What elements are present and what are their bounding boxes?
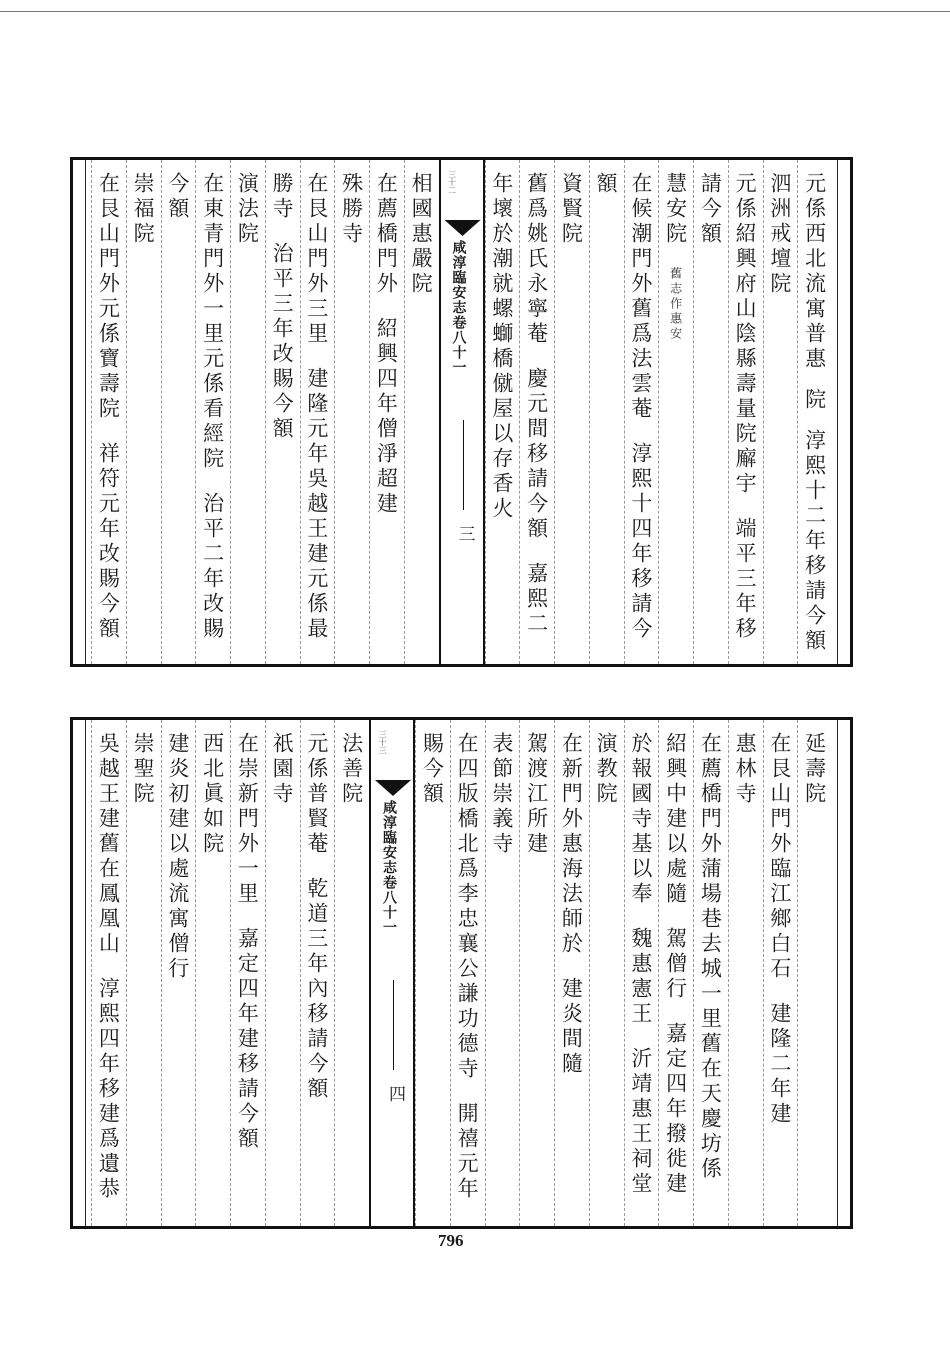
text-segment: 吳越王建舊在鳳凰山 [96,732,121,957]
text-segment: 延壽院 [802,732,827,807]
text-segment: 演法院 [235,172,260,247]
text-segment: 嘉定四年建移請今額 [235,927,260,1152]
page-number: 796 [438,1231,464,1250]
column-separator [589,160,591,664]
text-segment: 在薦橋門外蒲場巷去城一里舊在天慶坊係 [698,732,723,1182]
text-segment: 嘉熙二 [524,562,549,637]
column-separator [230,160,232,664]
text-column [371,172,401,654]
text-segment: 西北眞如院 [200,732,225,857]
text-column [163,172,193,654]
column-separator [728,720,730,1226]
text-segment: 祥符元年改賜今額 [96,442,121,642]
column-separator [554,160,556,664]
text-segment: 在艮山門外元係寶壽院 [96,172,121,422]
column-separator [334,160,336,664]
fold-center-column [369,720,415,1226]
text-segment: 法善院 [339,732,364,807]
column-separator [300,160,302,664]
column-separator [404,160,406,664]
text-segment: 在艮山門外臨江鄉白石 [767,732,792,982]
text-column [626,172,656,654]
text-segment: 在艮山門外三里 [304,172,329,347]
column-separator [763,720,765,1226]
top-rule [0,11,950,12]
text-segment: 演教院 [594,732,619,807]
fold-center-column [439,160,485,664]
bottom-page-panel [70,717,853,1229]
text-segment: 治平三年改賜今額 [270,242,295,442]
text-segment: 乾道三年內移請今額 [304,877,329,1102]
fold-page-number: 三 [454,525,475,542]
fold-title: 咸淳臨安志卷八十一 [450,240,467,375]
text-column [800,732,830,1216]
fold-chevron-icon [445,220,481,236]
text-segment: 在薦橋門外 [374,172,399,297]
column-separator [230,720,232,1226]
text-segment: 建隆元年吳越王建元係最 [304,367,329,642]
text-column [93,732,123,1216]
text-segment: 舊爲姚氏永寧菴 [524,172,549,347]
text-column [487,732,517,1216]
text-segment: 駕僧行 [663,927,688,1002]
text-segment: 建隆二年建 [767,1002,792,1127]
text-segment: 沂靖惠王祠堂 [628,1047,653,1197]
text-column [522,172,552,654]
column-separator [91,720,93,1226]
text-segment: 祇園寺 [270,732,295,807]
text-column [695,732,725,1216]
text-segment: 崇福院 [131,172,156,247]
text-segment: 在東青門外一里元係看經院 [200,172,225,472]
text-segment: 開禧元年 [455,1102,480,1202]
text-segment: 建炎初建以處流寓僧行 [165,732,190,982]
text-column [591,732,621,1216]
text-segment: 在新門外惠海法師於 [559,732,584,957]
column-separator [485,720,487,1226]
column-separator [161,160,163,664]
text-column [765,172,795,654]
fold-chevron-icon [375,780,411,796]
text-segment: 今額 [165,172,190,222]
text-segment: 紹興四年僧淨超建 [374,317,399,517]
text-column [661,172,691,654]
text-segment: 淳熙四年移建爲遺恭 [96,977,121,1202]
text-segment: 表節崇義寺 [489,732,514,857]
column-separator [693,160,695,664]
text-segment: 資賢院 [559,172,584,247]
column-separator [554,720,556,1226]
text-column [232,172,262,654]
fold-line [393,980,394,1070]
column-separator [624,160,626,664]
column-separator [265,720,267,1226]
text-column [522,732,552,1216]
text-segment: 淳熙十二年移請今額 [802,429,827,654]
text-segment: 於報國寺基以奉 [628,732,653,907]
column-separator [797,160,799,664]
inner-border-right [837,720,838,1226]
text-column [128,732,158,1216]
text-segment: 相國惠嚴院 [409,172,434,297]
text-column [406,172,436,654]
text-segment: 殊勝寺 [339,172,364,247]
text-column [661,732,691,1216]
text-column [198,732,228,1216]
text-column [267,172,297,654]
text-segment: 院 [802,388,827,413]
text-segment: 舊志作惠安 [668,267,683,342]
text-column [730,732,760,1216]
text-column [128,172,158,654]
text-column [267,732,297,1216]
text-column [163,732,193,1216]
text-segment: 在崇新門外一里 [235,732,260,907]
text-segment: 慧安院 [663,172,688,247]
text-column [232,732,262,1216]
text-column [302,732,332,1216]
text-segment: 在四版橋北爲李忠襄公謙功德寺 [455,732,480,1082]
column-separator [693,720,695,1226]
text-column [730,172,760,654]
column-separator [728,160,730,664]
fold-mark: 三十三 [378,730,387,754]
text-segment: 賜今額 [420,732,445,807]
text-segment: 泗洲戒壇院 [767,172,792,297]
column-separator [658,160,660,664]
column-separator [195,160,197,664]
text-segment: 崇聖院 [131,732,156,807]
text-segment: 元係普賢菴 [304,732,329,857]
text-column [302,172,332,654]
text-column [626,732,656,1216]
column-separator [624,720,626,1226]
column-separator [450,720,452,1226]
text-segment: 魏惠憲王 [628,927,653,1027]
text-segment: 建炎間隨 [559,977,584,1077]
column-separator [161,720,163,1226]
text-segment: 元係紹興府山陰縣壽量院廨宇 [733,172,758,497]
text-column [337,172,367,654]
text-column [417,732,447,1216]
text-segment: 額 [594,172,619,197]
text-segment: 惠林寺 [733,732,758,807]
column-separator [91,160,93,664]
text-segment: 元係西北流寓普惠 [802,172,827,372]
text-segment: 勝寺 [270,172,295,222]
column-separator [126,720,128,1226]
column-separator [763,160,765,664]
text-column [556,172,586,654]
column-separator [797,720,799,1226]
inner-border-right [837,160,838,664]
text-segment: 年壞於潮就螺螄橋僦屋以存香火 [489,172,514,522]
text-segment: 端平三年移 [733,517,758,642]
text-segment: 慶元間移請今額 [524,367,549,542]
column-separator [589,720,591,1226]
text-segment: 駕渡江所建 [524,732,549,857]
text-segment: 治平二年改賜 [200,492,225,642]
inner-border-left [85,160,86,664]
text-column [337,732,367,1216]
column-separator [300,720,302,1226]
text-segment: 淳熙十四年移請今 [628,442,653,642]
text-segment: 在候潮門外舊爲法雲菴 [628,172,653,422]
column-separator [485,160,487,664]
text-column [695,172,725,654]
text-segment: 紹興中建以處隨 [663,732,688,907]
column-separator [519,720,521,1226]
text-column [93,172,123,654]
column-separator [334,720,336,1226]
text-segment: 請今額 [698,172,723,247]
text-column [198,172,228,654]
text-column [556,732,586,1216]
column-separator [369,160,371,664]
fold-mark: 三十二 [447,170,457,194]
fold-line [463,420,464,510]
column-separator [195,720,197,1226]
text-column [800,172,830,654]
fold-page-number: 四 [385,1085,405,1102]
column-separator [658,720,660,1226]
text-column [591,172,621,654]
top-page-panel [70,157,853,667]
column-separator [415,720,417,1226]
text-segment: 嘉定四年撥徙建 [663,1022,688,1197]
text-column [487,172,517,654]
column-separator [519,160,521,664]
text-column [452,732,482,1216]
inner-border-left [85,720,86,1226]
fold-title: 咸淳臨安志卷八十一 [381,800,397,935]
column-separator [126,160,128,664]
column-separator [265,160,267,664]
text-column [765,732,795,1216]
